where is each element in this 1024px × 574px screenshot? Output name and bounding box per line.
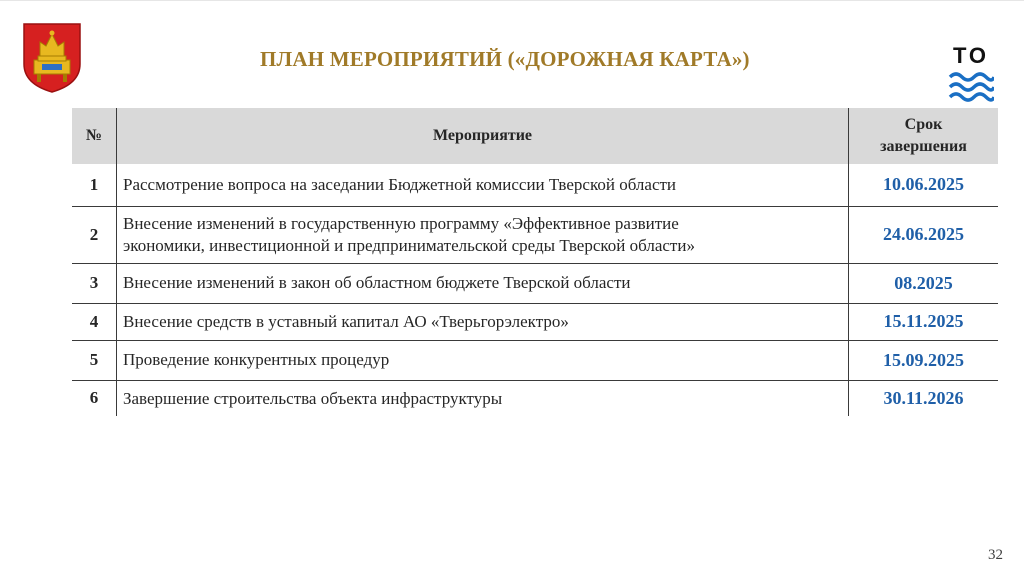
row-deadline: 15.09.2025	[849, 340, 999, 380]
row-deadline: 08.2025	[849, 263, 999, 303]
row-number: 1	[72, 164, 117, 206]
page-number: 32	[988, 547, 1003, 563]
column-header-date-line2: завершения	[880, 138, 967, 155]
row-deadline: 24.06.2025	[849, 206, 999, 263]
logo-text: ТО	[952, 43, 989, 68]
row-event: Завершение строительства объекта инфраструктуры	[117, 380, 849, 416]
column-header-date-line1: Срок	[904, 116, 943, 134]
table-header-row	[72, 108, 998, 164]
row-event	[117, 206, 849, 263]
row-number: 6	[72, 380, 117, 416]
column-header-name: Мероприятие	[117, 108, 849, 164]
row-deadline: 15.11.2025	[849, 303, 999, 340]
table-row	[72, 164, 998, 206]
column-header-date	[849, 108, 999, 164]
region-logo	[946, 43, 996, 107]
row-event-line1: Внесение изменений в государственную программу «Эффективное развитие	[123, 214, 679, 234]
row-deadline: 10.06.2025	[883, 174, 964, 195]
row-deadline: 30.11.2026	[849, 380, 999, 416]
row-event: Рассмотрение вопроса на заседании Бюджетной комиссии Тверской области	[117, 164, 849, 206]
row-event-line2: экономики, инвестиционной и предпринимательской среды Тверской области»	[123, 235, 695, 255]
row-number: 4	[72, 303, 117, 340]
roadmap-table	[72, 108, 998, 416]
table-row	[72, 263, 998, 303]
column-header-num: №	[72, 108, 117, 164]
table-row	[72, 206, 998, 263]
table-row	[72, 340, 998, 380]
table-row	[72, 380, 998, 416]
row-event: Внесение изменений в закон об областном бюджете Тверской области	[117, 263, 849, 303]
table-row	[72, 303, 998, 340]
row-number: 3	[72, 263, 117, 303]
waves-logo-icon	[948, 69, 994, 107]
row-number: 2	[72, 206, 117, 263]
row-event: Проведение конкурентных процедур	[117, 340, 849, 380]
tver-coat-of-arms-icon	[20, 20, 84, 94]
row-event: Внесение средств в уставный капитал АО «Тверьгорэлектро»	[117, 303, 849, 340]
page-title: ПЛАН МЕРОПРИЯТИЙ («ДОРОЖНАЯ КАРТА»)	[260, 47, 750, 71]
row-number: 5	[72, 340, 117, 380]
